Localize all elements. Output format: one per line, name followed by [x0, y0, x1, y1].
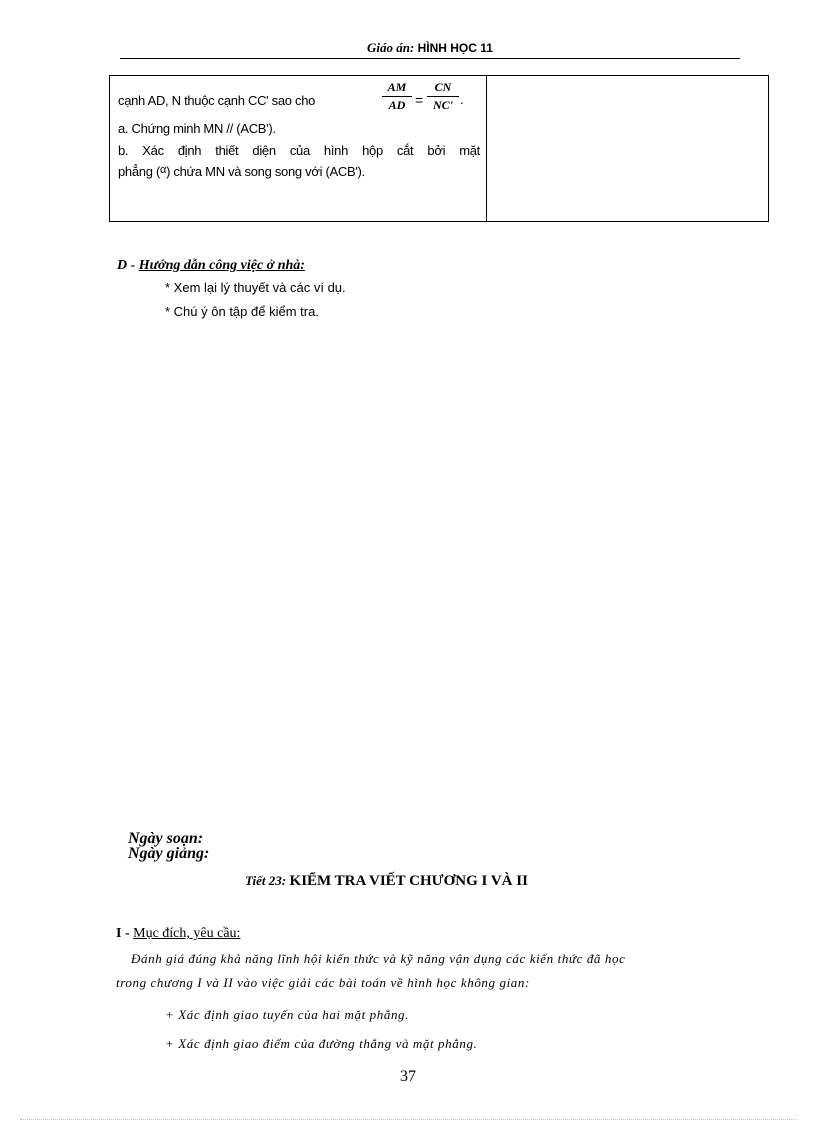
section-1-title: Mục đích, yêu cầu:	[133, 926, 241, 941]
table-line-3: b. Xác định thiết diện của hình hộp cắt bởi mặt	[118, 143, 480, 158]
fraction-cn-nc: CN NC'	[427, 80, 459, 113]
table-line-1: cạnh AD, N thuộc cạnh CC' sao cho	[118, 93, 316, 108]
header-prefix: Giáo án:	[367, 40, 415, 55]
lesson-title	[245, 873, 528, 890]
list-item: * Xem lại lý thuyết và các ví dụ.	[165, 280, 346, 295]
lesson-name: KIỂM TRA VIẾT CHƯƠNG I VÀ II	[289, 873, 528, 889]
period: .	[460, 92, 464, 107]
date-taught-label: Ngày giảng:	[128, 845, 210, 862]
list-item: * Chú ý ôn tập để kiểm tra.	[165, 304, 319, 319]
section-1-heading: I - Mục đích, yêu cầu:	[116, 926, 241, 941]
section-d-heading: D - Hướng dẫn công việc ở nhà:	[117, 258, 305, 273]
exercise-table	[109, 75, 769, 222]
paragraph-line-1: Đánh giá đúng khả năng lĩnh hội kiến thức và kỹ năng vận dụng các kiến thức đã học	[131, 951, 626, 966]
table-line-2: a. Chứng minh MN // (ACB').	[118, 121, 276, 136]
table-column-divider	[486, 76, 487, 221]
equals-sign: =	[415, 92, 424, 108]
page-number: 37	[400, 1068, 416, 1085]
fraction-am-ad: AM AD	[382, 80, 412, 113]
date-prepared-label: Ngày soạn:	[128, 830, 204, 847]
header-rule	[120, 58, 740, 59]
list-item: + Xác định giao điểm của đường thẳng và mặt phẳng.	[165, 1036, 478, 1051]
paragraph-line-2: trong chương I và II vào việc giải các bài toán về hình học không gian:	[116, 975, 530, 990]
page-bottom-edge	[20, 1119, 796, 1120]
table-line-4: phẳng ($^\alpha$) chứa MN và song song với (ACB').	[118, 164, 365, 179]
header-subject: HÌNH HỌC 11	[417, 41, 493, 55]
alpha-symbol: α	[160, 164, 167, 176]
lesson-label: Tiết 23:	[245, 873, 287, 888]
page-header	[120, 40, 740, 56]
list-item: + Xác định giao tuyến của hai mặt phẳng.	[165, 1007, 409, 1022]
section-d-title: Hướng dẫn công việc ở nhà:	[138, 258, 305, 273]
